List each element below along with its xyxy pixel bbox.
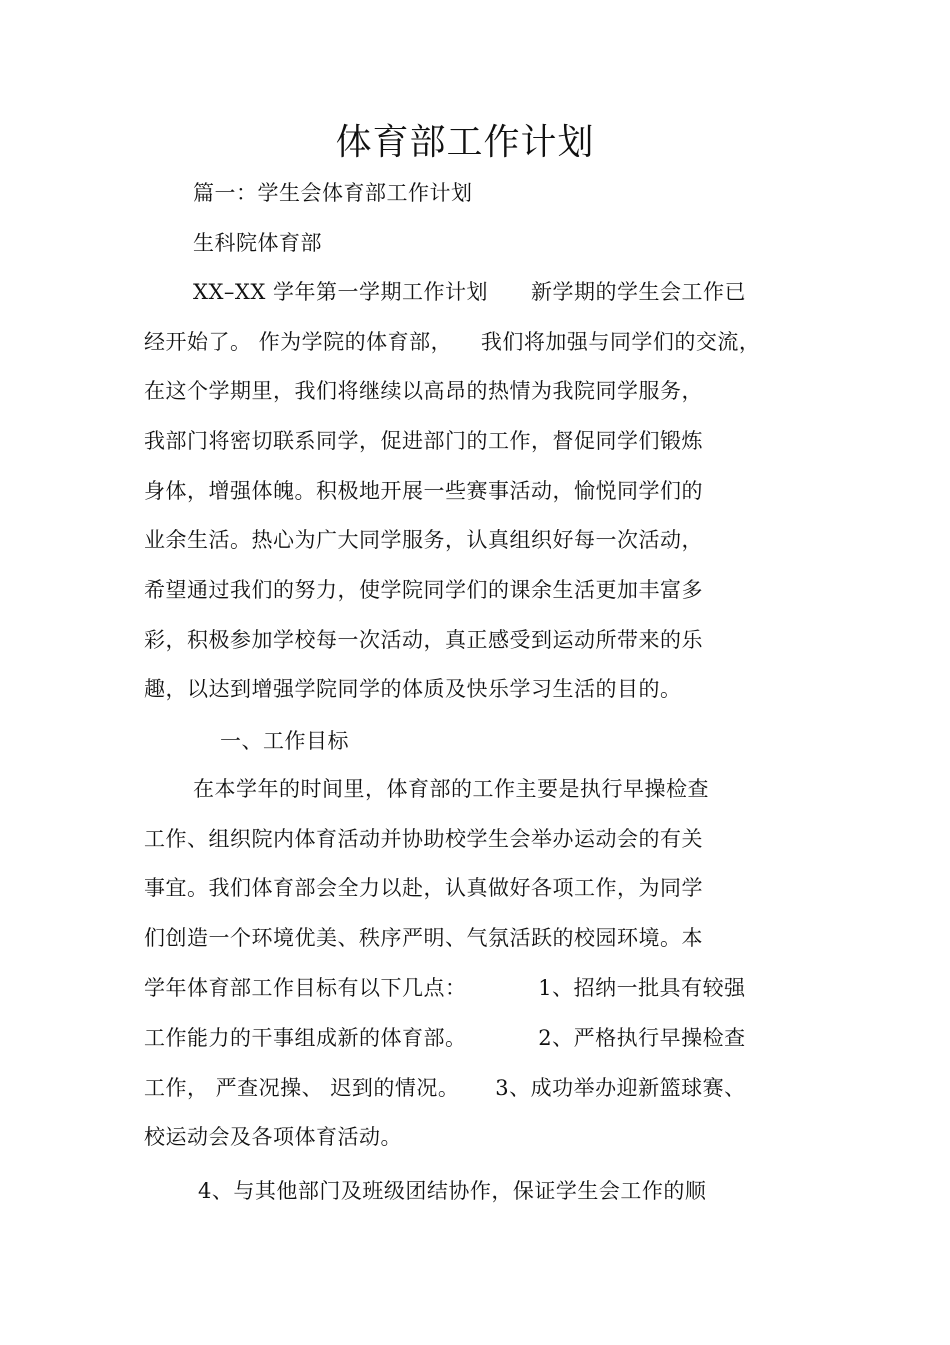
document-title: 体育部工作计划 <box>335 122 595 163</box>
text-line: 工作能力的干事组成新的体育部。 2、严格执行早操检查 <box>144 1026 746 1050</box>
text-line: 校运动会及各项体育活动。 <box>144 1125 402 1149</box>
text-line: 在本学年的时间里，体育部的工作主要是执行早操检查 <box>193 777 709 801</box>
text-line: 趣，以达到增强学院同学的体质及快乐学习生活的目的。 <box>144 677 682 701</box>
text-line: 希望通过我们的努力，使学院同学们的课余生活更加丰富多 <box>144 578 703 602</box>
text-line: XX–XX 学年第一学期工作计划 新学期的学生会工作已 <box>193 280 747 304</box>
text-line: 业余生活。热心为广大同学服务，认真组织好每一次活动， <box>144 528 703 552</box>
text-line: 工作、组织院内体育活动并协助校学生会举办运动会的有关 <box>144 827 703 851</box>
text-line: 学年体育部工作目标有以下几点： 1、招纳一批具有较强 <box>144 976 746 1000</box>
text-line: 生科院体育部 <box>193 231 322 255</box>
section-heading: 一、工作目标 <box>220 729 349 753</box>
text-line: 篇一：学生会体育部工作计划 <box>193 181 473 205</box>
text-line: 身体，增强体魄。积极地开展一些赛事活动，愉悦同学们的 <box>144 479 703 503</box>
text-line: 经开始了。 作为学院的体育部， 我们将加强与同学们的交流， <box>144 330 761 354</box>
text-line: 工作， 严查况操、 迟到的情况。 3、成功举办迎新篮球赛、 <box>144 1076 746 1100</box>
text-line: 我部门将密切联系同学，促进部门的工作，督促同学们锻炼 <box>144 429 703 453</box>
text-line: 彩，积极参加学校每一次活动，真正感受到运动所带来的乐 <box>144 628 703 652</box>
text-line: 4、与其他部门及班级团结协作，保证学生会工作的顺 <box>198 1179 707 1203</box>
text-line: 在这个学期里，我们将继续以高昂的热情为我院同学服务， <box>144 379 703 403</box>
text-line: 事宜。我们体育部会全力以赴，认真做好各项工作，为同学 <box>144 876 703 900</box>
text-line: 们创造一个环境优美、秩序严明、气氛活跃的校园环境。本 <box>144 926 703 950</box>
